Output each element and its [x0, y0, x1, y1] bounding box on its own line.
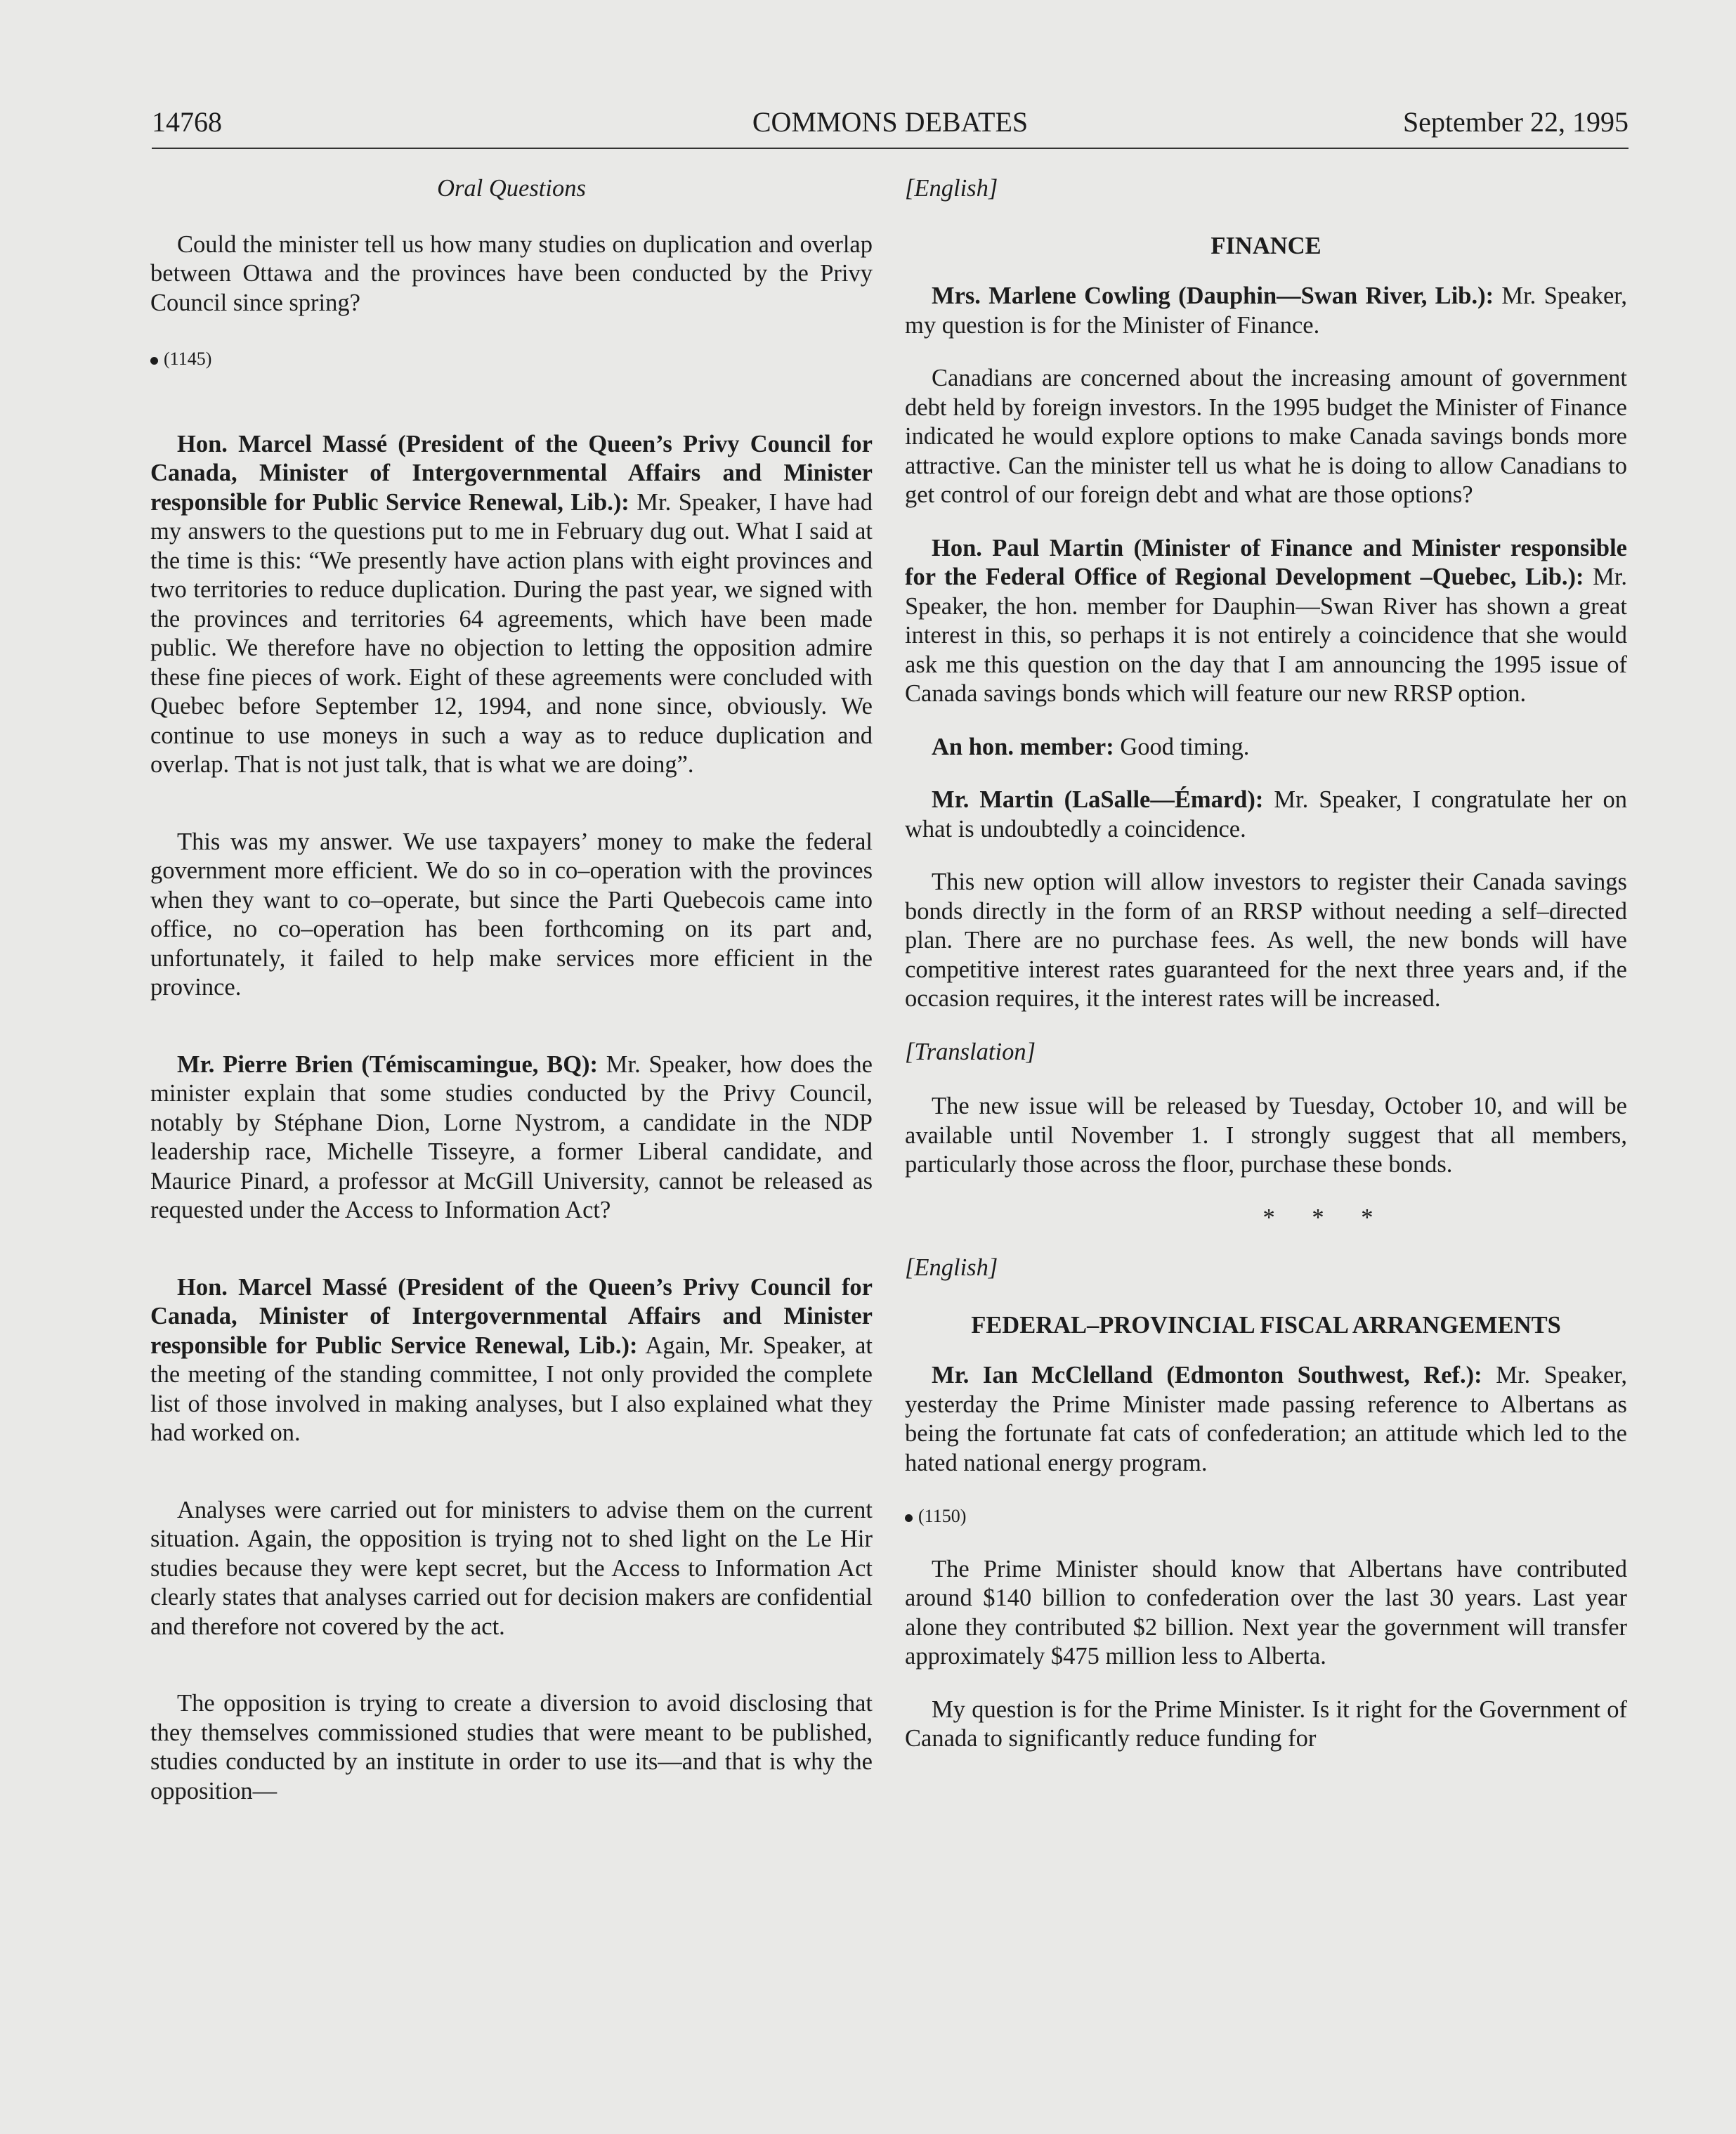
speaker-name: Hon. Paul Martin (Minister of Finance and Minister responsible for the Federal Office of Regional Development –Quebec, Lib.):: [905, 534, 1627, 590]
speech-paragraph: [905, 534, 1627, 709]
paragraph: The new issue will be released by Tuesday, October 10, and will be available until November 1. I strongly suggest that all members, particularly those across the floor, purchase these bonds.: [905, 1093, 1627, 1178]
section-heading: FINANCE: [1210, 232, 1321, 259]
speech-paragraph: [905, 282, 1627, 340]
speaker-name: Mr. Ian McClelland (Edmonton Southwest, Ref.):: [932, 1362, 1482, 1388]
paragraph: Analyses were carried out for ministers to advise them on the current situation. Again, the opposition is trying not to shed light on the Le Hir studies because they were kept secret, but the Access to Information Act clearly states that analyses carried out for decision makers are confidential and therefore not covered by the act.: [150, 1496, 873, 1640]
speech-paragraph: [905, 1361, 1627, 1478]
speaker-name: Mr. Martin (LaSalle—Émard):: [932, 786, 1264, 813]
left-column: [150, 174, 873, 1830]
language-note: [Translation]: [905, 1038, 1036, 1065]
speech-text: Again, Mr. Speaker, at the meeting of the standing committee, I not only provided the complete list of those involved in making analyses, but I also explained what they had worked on.: [150, 1332, 873, 1446]
speaker-name: Hon. Marcel Massé (President of the Queen’s Privy Council for Canada, Minister of Intergovernmental Affairs and Minister responsible for Public Service Renewal, Lib.):: [150, 1273, 873, 1359]
paragraph: My question is for the Prime Minister. Is it right for the Government of Canada to significantly reduce funding for: [905, 1696, 1627, 1752]
right-column: [905, 174, 1627, 1778]
paragraph: This was my answer. We use taxpayers’ money to make the federal government more efficient. We do so in co–operation with the provinces when they want to co–operate, but since the Parti Quebecois came into office, no co–operation has been forthcoming on its part and, unfortunately, it failed to help make services more efficient in the province.: [150, 828, 873, 1001]
paragraph: Could the minister tell us how many studies on duplication and overlap between Ottawa and the provinces have been conducted by the Privy Council since spring?: [150, 230, 873, 316]
speech-text: Good timing.: [1114, 733, 1250, 760]
section-heading: FEDERAL–PROVINCIAL FISCAL ARRANGEMENTS: [971, 1311, 1561, 1339]
speech-text: Mr. Speaker, yesterday the Prime Minister made passing reference to Albertans as being the fortunate fat cats of confederation; an attitude which led to the hated national energy program.: [905, 1362, 1627, 1476]
section-separator: * * *: [1262, 1204, 1389, 1231]
speech-text: Mr. Speaker, the hon. member for Dauphin—Swan River has shown a great interest in this, so perhaps it is not entirely a coincidence that she would ask me this question on the day that I am announcing the 1995 issue of Canada savings bonds which will feature our new RRSP option.: [905, 564, 1628, 707]
paragraph: This new option will allow investors to register their Canada savings bonds directly in the form of an RRSP without needing a self–directed plan. There are no purchase fees. As well, the new bonds will have competitive interest rates guaranteed for the next three years and, if the occasion requires, it the interest rates will be increased.: [905, 868, 1627, 1012]
speaker-name: Mrs. Marlene Cowling (Dauphin—Swan River, Lib.):: [932, 282, 1494, 309]
paragraph: Canadians are concerned about the increasing amount of government debt held by foreign investors. In the 1995 budget the Minister of Finance indicated he would explore options to make Canada savings bonds more attractive. Can the minister tell us what he is doing to allow Canadians to get control of our foreign debt and what are those options?: [905, 365, 1627, 508]
speech-paragraph: [905, 786, 1627, 844]
language-note: [English]: [905, 175, 998, 202]
speech-text: Mr. Speaker, I have had my answers to the questions put to me in February dug out. What I said at the time is this: “We presently have action plans with eight provinces and two territories to reduce duplication. During the past year, we signed with the provinces and territories 64 agreements, which have been made public. We therefore have no objection to letting the opposition admire these fine pieces of work. Eight of these agreements were concluded with Quebec before September 12, 1994, and none since, obviously. We continue to use moneys in such a way as to reduce duplication and overlap. That is not just talk, that is what we are doing”.: [150, 488, 873, 778]
speaker-name: An hon. member:: [932, 733, 1114, 760]
paragraph: The opposition is trying to create a diversion to avoid disclosing that they themselves commissioned studies that were meant to be published, studies conducted by an institute in order to use its—and that is why the opposition—: [150, 1690, 873, 1804]
bullet-icon: [905, 1514, 913, 1522]
speaker-name: Hon. Marcel Massé (President of the Queen’s Privy Council for Canada, Minister of Intergovernmental Affairs and Minister responsible for Public Service Renewal, Lib.):: [150, 430, 873, 516]
bullet-icon: [150, 357, 158, 365]
speaker-name: Mr. Pierre Brien (Témiscamingue, BQ):: [177, 1050, 599, 1078]
publication-title: COMMONS DEBATES: [752, 106, 1029, 138]
page-date: September 22, 1995: [1402, 106, 1629, 138]
time-marker: (1145): [150, 344, 873, 374]
speech-text: Mr. Speaker, I congratulate her on what is undoubtedly a coincidence.: [905, 786, 1628, 842]
paragraph: The Prime Minister should know that Albertans have contributed around $140 billion to confederation over the last 30 years. Last year alone they contributed $2 billion. Next year the government will transfer approximately $475 million less to Alberta.: [905, 1555, 1627, 1670]
speech-paragraph: [150, 430, 873, 780]
section-subhead: Oral Questions: [437, 175, 586, 202]
speech-paragraph: [150, 1273, 873, 1448]
speech-paragraph: [150, 1050, 873, 1225]
page-number: 14768: [152, 106, 222, 138]
time-marker: (1150): [905, 1502, 1627, 1531]
header-rule: [152, 148, 1629, 149]
page-header: [152, 105, 1629, 148]
speech-text: Mr. Speaker, how does the minister explain that some studies conducted by the Privy Council, notably by Stéphane Dion, Lorne Nystrom, a candidate in the NDP leadership race, Michelle Tisseyre, a former Liberal candidate, and Maurice Pinard, a professor at McGill University, cannot be released as requested under the Access to Information Act?: [150, 1050, 873, 1223]
speech-paragraph: [905, 733, 1627, 762]
language-note: [English]: [905, 1254, 998, 1281]
speech-text: Mr. Speaker, my question is for the Minister of Finance.: [905, 282, 1627, 339]
